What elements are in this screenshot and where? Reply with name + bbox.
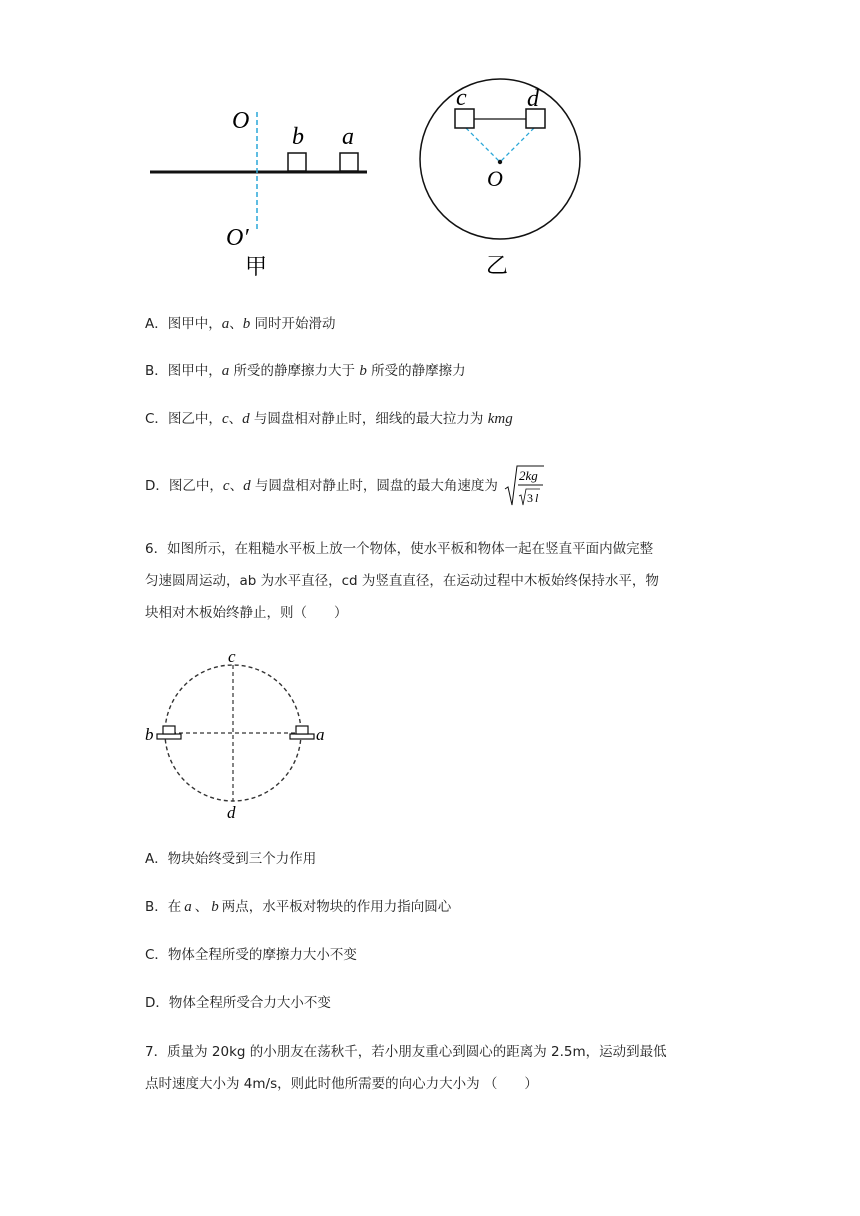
label-a: a: [342, 124, 354, 150]
q5-option-b: B．图甲中，a 所受的静摩擦力大于 b 所受的静摩擦力: [145, 363, 466, 379]
q6-option-a: A．物块始终受到三个力作用: [145, 851, 317, 867]
label-c: c: [456, 85, 467, 111]
label-b: b: [292, 124, 304, 150]
q6-option-d: D．物体全程所受合力大小不变: [145, 995, 331, 1011]
block-a: [296, 726, 308, 734]
question-7-stem: 7．质量为 20kg 的小朋友在荡秋千，若小朋友重心到圆心的距离为 2.5m，运动到最低 点时速度大小为 4m/s，则此时他所需要的向心力大小为 （ ）: [145, 1044, 667, 1092]
option-letter: B．: [145, 899, 168, 915]
block-b: [288, 153, 306, 171]
figure-jia: [150, 108, 367, 279]
figure-1: [140, 78, 610, 283]
block-c: [455, 109, 474, 128]
q6-option-c: C．物体全程所受的摩擦力大小不变: [145, 947, 357, 963]
center-dot: [498, 160, 502, 164]
q5-option-c: C．图乙中，c、d 与圆盘相对静止时，细线的最大拉力为 kmg: [145, 411, 513, 427]
dash-d-O: [500, 128, 534, 162]
option-letter: D．: [145, 478, 169, 494]
block-b: [163, 726, 175, 734]
label-d: d: [527, 86, 539, 112]
caption-jia: 甲: [245, 254, 268, 279]
label-O-top: O: [232, 108, 250, 134]
svg-text:3: 3: [527, 491, 534, 505]
question-number: 7．: [145, 1044, 168, 1060]
figure-2-circle: [140, 650, 340, 825]
option-letter: B．: [145, 363, 168, 379]
figure-yi: [420, 79, 580, 278]
question-number: 6．: [145, 541, 168, 557]
board-a: [290, 734, 314, 739]
q5-option-a: A．图甲中，a、b 同时开始滑动: [145, 316, 336, 332]
q5-option-d: D．图乙中，c、d 与圆盘相对静止时，圆盘的最大角速度为 2kg 3 l: [145, 463, 544, 509]
caption-yi: 乙: [486, 253, 509, 278]
board-b: [157, 734, 181, 739]
option-letter: A．: [145, 316, 168, 332]
label-O: O: [487, 166, 503, 191]
block-a: [340, 153, 358, 171]
label-b: b: [145, 725, 154, 744]
option-letter: C．: [145, 947, 168, 963]
label-O-bottom: O′: [226, 225, 249, 251]
label-a: a: [316, 725, 325, 744]
question-6-stem: 6．如图所示，在粗糙水平板上放一个物体，使水平板和物体一起在竖直平面内做完整 匀速圆周运动，ab 为水平直径，cd 为竖直直径，在运动过程中木板始终保持水平，物 块相对木板始终静止，则（ ）: [145, 541, 659, 621]
option-letter: C．: [145, 411, 168, 427]
turntable-disc: [420, 79, 580, 239]
option-letter: D．: [145, 995, 169, 1011]
label-d: d: [227, 803, 236, 822]
q6-option-b: B．在 a 、 b 两点，水平板对物块的作用力指向圆心: [145, 899, 452, 915]
angular-velocity-formula: [504, 464, 544, 508]
dash-c-O: [466, 128, 500, 162]
svg-text:2kg: 2kg: [519, 468, 538, 483]
svg-text:l: l: [535, 491, 539, 505]
label-c: c: [228, 650, 236, 666]
option-letter: A．: [145, 851, 168, 867]
